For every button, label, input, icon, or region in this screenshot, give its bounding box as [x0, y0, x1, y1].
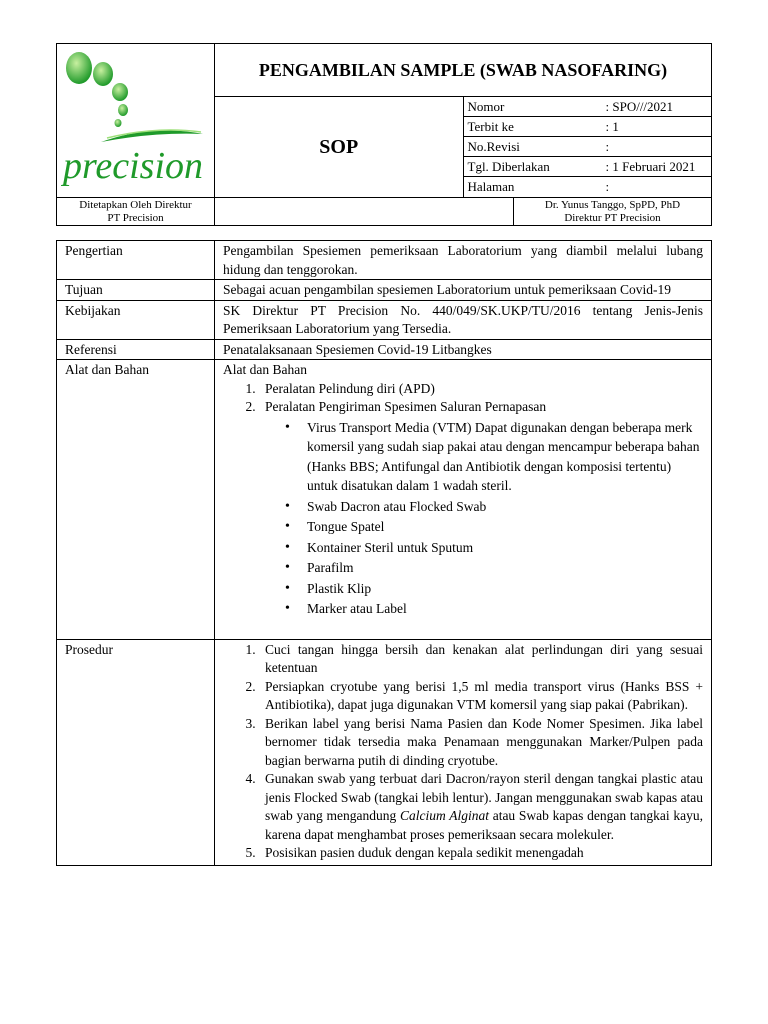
bullet-item: • Kontainer Steril untuk Sputum — [307, 539, 703, 560]
row-referensi — [57, 339, 712, 360]
director-title: Direktur PT Precision — [564, 211, 661, 224]
bullet-item: • Plastik Klip — [307, 580, 703, 601]
meta-label: Halaman — [467, 178, 515, 194]
logo-drop-1 — [66, 52, 92, 84]
sop-content-table — [56, 240, 712, 866]
step-text-emphasis: Calcium Alginat — [399, 808, 489, 823]
director-signature — [514, 198, 712, 225]
section-text: SK Direktur PT Precision No. 440/049/SK.UKP/TU/2016 tentang Jenis-Jenis Pemeriksaan Laboratorium yang Tersedia. — [215, 300, 712, 339]
document-title: PENGAMBILAN SAMPLE (SWAB NASOFARING) — [215, 44, 712, 97]
section-body — [215, 639, 712, 865]
bullet-item: • Virus Transport Media (VTM) Dapat digunakan dengan beberapa merk komersil yang sudah siap pakai atau dengan mencampur beberapa bahan (Hanks BBS; Antifungal dan Antibiotik dengan komposisi tertentu) untuk disatukan dalam 1 wadah steril. — [307, 418, 703, 498]
meta-label: Terbit ke — [464, 117, 602, 137]
alat-list — [223, 380, 703, 417]
meta-label: No.Revisi — [464, 137, 602, 157]
section-text: Pengambilan Spesiemen pemeriksaan Laboratorium yang diambil melalui lubang hidung dan tenggorokan. — [215, 241, 712, 280]
bullet-item: • Marker atau Label — [307, 600, 703, 621]
row-prosedur — [57, 639, 712, 865]
row-alat-bahan — [57, 360, 712, 640]
signature-row — [215, 198, 712, 226]
logo-drop-5 — [114, 119, 121, 127]
section-label: Kebijakan — [57, 300, 215, 339]
section-text: Penatalaksanaan Spesiemen Covid-19 Litbangkes — [215, 339, 712, 360]
section-label: Alat dan Bahan — [57, 360, 215, 640]
meta-value: : — [605, 178, 610, 194]
meta-value: : 1 — [602, 117, 712, 137]
section-label: Prosedur — [57, 639, 215, 865]
meta-row-revisi — [464, 137, 712, 157]
step-item: 2. Persiapkan cryotube yang berisi 1,5 ml media transport virus (Hanks BSS + Antibiotika), dapat juga digunakan VTM komersil yang siap pakai (Pabrikan). — [259, 678, 703, 715]
precision-logo — [61, 46, 211, 191]
section-label: Tujuan — [57, 280, 215, 301]
list-item: 1. Peralatan Pelindung diri (APD) — [259, 380, 703, 399]
document-meta — [463, 97, 712, 198]
logo-drop-2 — [93, 62, 113, 86]
step-item — [259, 770, 703, 844]
step-text: Gunakan swab yang terbuat dari Dacron/rayon steril dengan tangkai plastic atau jenis Flocked Swab (tangkai lebih lentur). Jangan menggunakan swab kapas atau swab yang mengandung — [265, 771, 703, 823]
alat-heading: Alat dan Bahan — [223, 362, 307, 377]
row-kebijakan — [57, 300, 712, 339]
row-tujuan — [57, 280, 712, 301]
list-item-text: Peralatan Pengiriman Spesimen Saluran Pernapasan — [265, 399, 547, 414]
sop-label: SOP — [215, 97, 464, 198]
meta-table — [464, 97, 712, 196]
step-item: 3. Berikan label yang berisi Nama Pasien dan Kode Nomer Spesimen. Jika label bernomer tidak tersedia maka Penamaan menggunakan Marker/Pulpen pada bagian berwarna putih di dinding cryotube. — [259, 715, 703, 771]
approved-by-line-1: Ditetapkan Oleh Direktur — [79, 198, 192, 211]
meta-value: : — [602, 137, 712, 157]
approved-by-line-2: PT Precision — [107, 211, 164, 224]
logo-drop-3 — [112, 83, 128, 101]
approved-by — [57, 198, 215, 226]
meta-value: : SPO///2021 — [602, 97, 712, 117]
row-pengertian — [57, 241, 712, 280]
section-label: Pengertian — [57, 241, 215, 280]
list-item — [259, 398, 703, 417]
document-header — [56, 43, 712, 226]
meta-row-tanggal — [464, 157, 712, 177]
signature-space — [215, 198, 514, 225]
bullet-item: • Tongue Spatel — [307, 518, 703, 539]
director-name: Dr. Yunus Tanggo, SpPD, PhD — [544, 198, 681, 211]
logo-cell — [57, 44, 215, 198]
section-text: Sebagai acuan pengambilan spesiemen Laboratorium untuk pemeriksaan Covid-19 — [215, 280, 712, 301]
meta-row-nomor — [464, 97, 712, 117]
meta-label: Nomor — [464, 97, 602, 117]
logo-wordmark: precision — [62, 145, 203, 187]
meta-value: : 1 Februari 2021 — [602, 157, 712, 177]
step-text: atau Swab kapas dengan tangkai kayu, karena dapat menghambat proses pemeriksaan secara molekuler. — [265, 808, 703, 842]
logo-drop-4 — [118, 104, 128, 116]
prosedur-steps — [223, 641, 703, 863]
section-label: Referensi — [57, 339, 215, 360]
bullet-item: • Swab Dacron atau Flocked Swab — [307, 498, 703, 519]
meta-row-terbit — [464, 117, 712, 137]
section-body — [215, 360, 712, 640]
step-item: 5. Posisikan pasien duduk dengan kepala sedikit menengadah — [259, 844, 703, 863]
bahan-bullets — [223, 418, 703, 621]
meta-label: Tgl. Diberlakan — [464, 157, 602, 177]
bullet-item: • Parafilm — [307, 559, 703, 580]
step-item: 1. Cuci tangan hingga bersih dan kenakan alat perlindungan diri yang sesuai ketentuan — [259, 641, 703, 678]
meta-row-halaman — [464, 177, 712, 197]
